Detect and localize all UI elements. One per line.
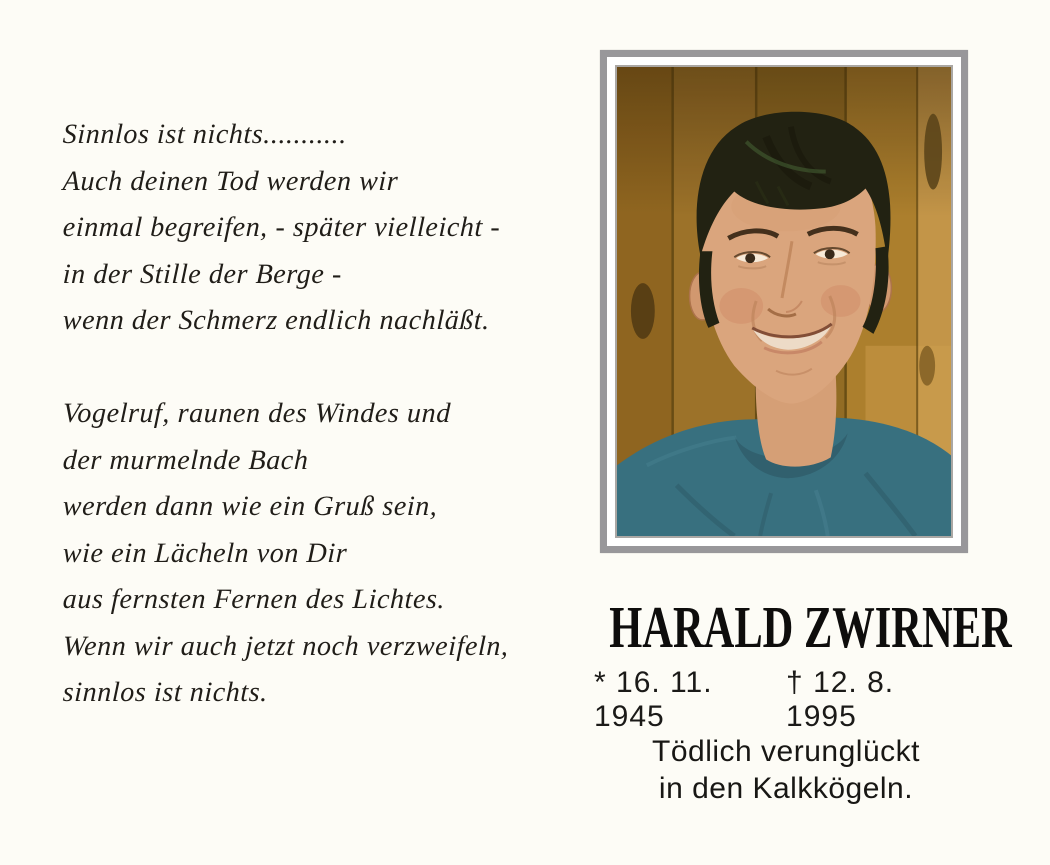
- poem-line: Vogelruf, raunen des Windes und: [62, 398, 452, 429]
- portrait-photo-mat: [615, 65, 953, 538]
- poem-line: sinnlos ist nichts.: [62, 677, 269, 708]
- poem-line: der murmelnde Bach: [62, 444, 310, 476]
- poem-line: wenn der Schmerz endlich nachläßt.: [62, 305, 491, 336]
- poem-line: Auch deinen Tod werden wir: [62, 165, 399, 197]
- death-cause: [556, 733, 1016, 807]
- poem-line: aus fernsten Fernen des Lichtes.: [62, 584, 446, 615]
- death-cause-line-1: Tödlich verunglückt: [652, 735, 920, 768]
- poem-line: werden dann wie ein Gruß sein,: [62, 491, 439, 522]
- poem-line: einmal begreifen, - später vielleicht -: [62, 212, 501, 243]
- stanza-gap: [62, 345, 532, 392]
- poem-line: in der Stille der Berge -: [62, 258, 343, 290]
- death-cause-line-2: in den Kalkkögeln.: [658, 772, 914, 805]
- death-date: † 12. 8. 1995: [786, 666, 895, 733]
- portrait-photo: [617, 67, 951, 536]
- portrait-photo-frame: [600, 50, 968, 553]
- life-dates-row: [594, 666, 968, 734]
- memorial-poem: [62, 112, 532, 717]
- deceased-name: HARALD ZWIRNER: [609, 594, 1012, 660]
- poem-line: wie ein Lächeln von Dir: [62, 537, 348, 569]
- birth-date: * 16. 11. 1945: [594, 666, 713, 733]
- deceased-name-row: [531, 593, 1031, 662]
- poem-line: Sinnlos ist nichts...........: [62, 119, 348, 150]
- poem-line: Wenn wir auch jetzt noch verzweifeln,: [62, 630, 510, 662]
